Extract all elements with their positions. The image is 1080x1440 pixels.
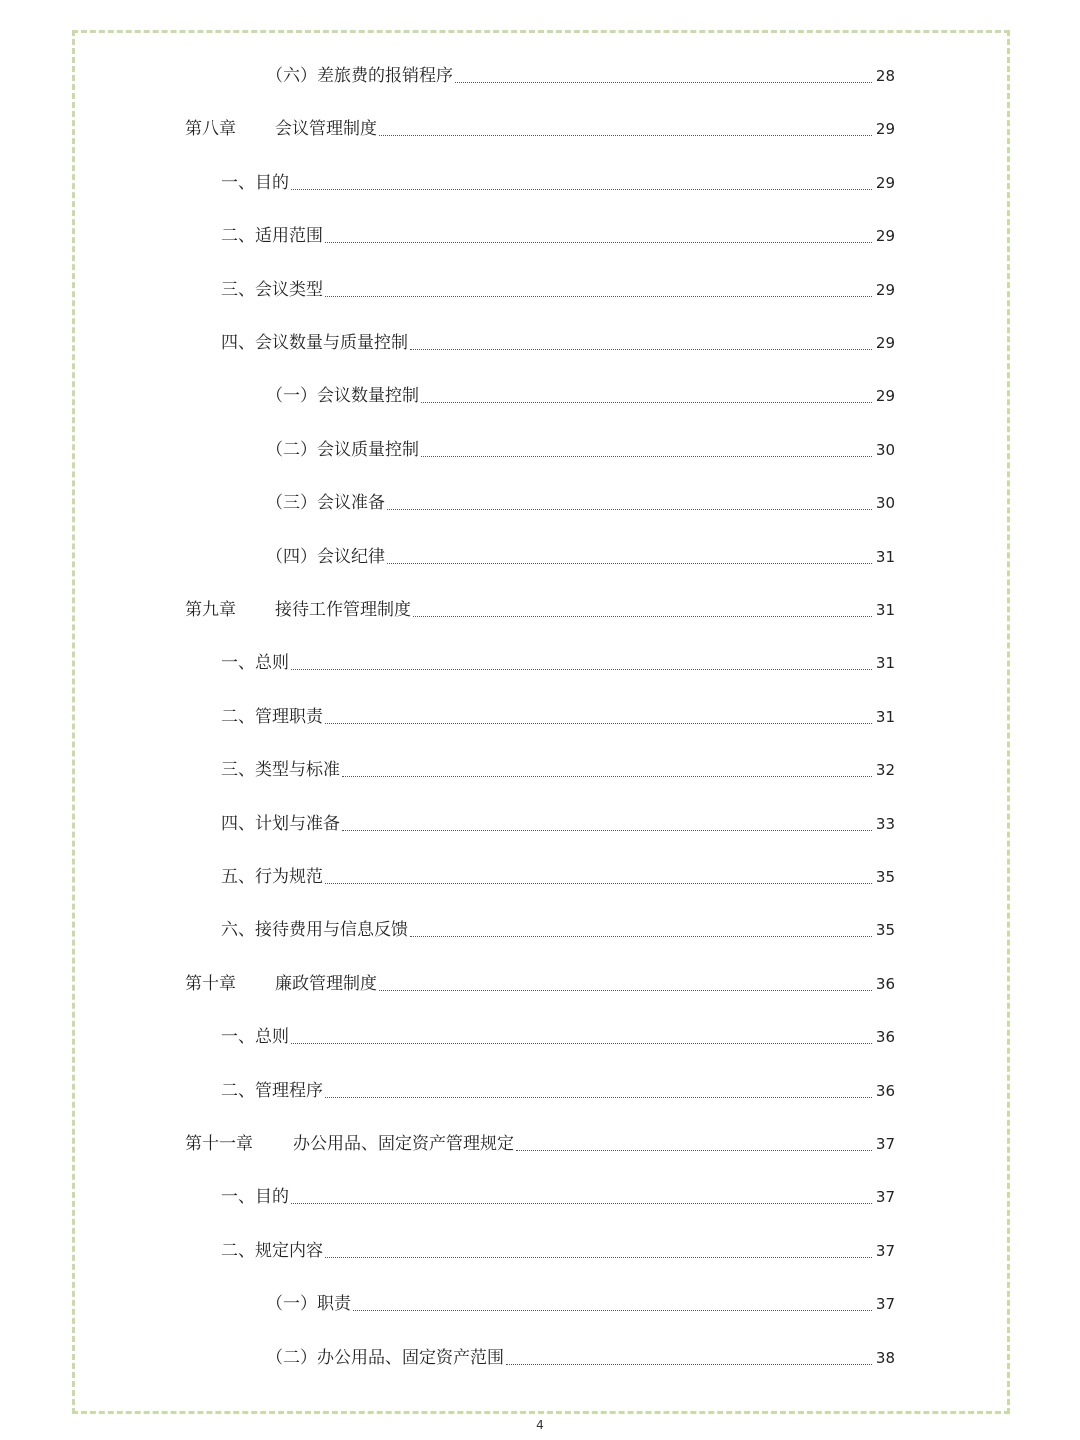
toc-page-number: 36: [875, 1028, 895, 1046]
toc-entry[interactable]: [0, 702, 895, 732]
toc-dot-leader: [516, 1149, 872, 1151]
toc-entry[interactable]: [0, 1182, 895, 1212]
toc-page-number: 29: [875, 120, 895, 138]
toc-entry-label: [266, 61, 453, 91]
toc-page-number: 37: [875, 1188, 895, 1206]
toc-entry[interactable]: [0, 168, 895, 198]
toc-page-number: 37: [875, 1135, 895, 1153]
toc-entry-label: [266, 488, 385, 518]
toc-entry-label: [221, 275, 323, 305]
toc-dot-leader: [410, 348, 872, 350]
toc-entry-label: [221, 755, 340, 785]
toc-dot-leader: [413, 615, 872, 617]
toc-entry[interactable]: [0, 275, 895, 305]
toc-dot-leader: [506, 1363, 872, 1365]
toc-entry-title: 四、计划与准备: [221, 814, 340, 834]
toc-page-number: 37: [875, 1295, 895, 1313]
toc-entry-title: （六）差旅费的报销程序: [266, 66, 453, 86]
toc-page-number: 36: [875, 975, 895, 993]
toc-page-number: 31: [875, 601, 895, 619]
toc-chapter-entry[interactable]: [0, 1129, 895, 1159]
toc-dot-leader: [387, 508, 872, 510]
toc-dot-leader: [325, 295, 872, 297]
toc-entry-label: [266, 381, 419, 411]
toc-entry[interactable]: [0, 488, 895, 518]
toc-page-number: 29: [875, 227, 895, 245]
toc-entry[interactable]: [0, 1076, 895, 1106]
toc-dot-leader: [291, 1042, 872, 1044]
toc-dot-leader: [325, 882, 872, 884]
toc-chapter-entry[interactable]: [0, 969, 895, 999]
toc-dot-leader: [379, 134, 872, 136]
toc-chapter-entry[interactable]: [0, 114, 895, 144]
toc-entry-label: [221, 1022, 289, 1052]
toc-chapter-entry[interactable]: [0, 595, 895, 625]
toc-entry-title: 廉政管理制度: [275, 974, 377, 994]
toc-entry-title: 接待工作管理制度: [275, 600, 411, 620]
toc-entry-title: 六、接待费用与信息反馈: [221, 920, 408, 940]
toc-page-number: 30: [875, 494, 895, 512]
toc-page-number: 37: [875, 1242, 895, 1260]
toc-dot-leader: [291, 1202, 872, 1204]
toc-entry[interactable]: [0, 1236, 895, 1266]
toc-dot-leader: [291, 188, 872, 190]
toc-dot-leader: [455, 81, 872, 83]
toc-entry-label: [221, 328, 408, 358]
toc-entry-label: [221, 862, 323, 892]
toc-entry[interactable]: [0, 1022, 895, 1052]
toc-chapter-number: 第十一章: [185, 1134, 253, 1154]
toc-entry[interactable]: [0, 648, 895, 678]
toc-page-number: 38: [875, 1349, 895, 1367]
toc-entry-title: 五、行为规范: [221, 867, 323, 887]
toc-entry-title: 办公用品、固定资产管理规定: [293, 1134, 514, 1154]
toc-entry[interactable]: [0, 328, 895, 358]
toc-entry[interactable]: [0, 435, 895, 465]
toc-chapter-number: 第八章: [185, 119, 236, 139]
toc-entry-label: [221, 809, 340, 839]
toc-page-number: 30: [875, 441, 895, 459]
toc-entry-label: [221, 221, 323, 251]
toc-page-number: 31: [875, 548, 895, 566]
toc-entry-title: 四、会议数量与质量控制: [221, 333, 408, 353]
toc-entry-label: [221, 648, 289, 678]
toc-chapter-number: 第九章: [185, 600, 236, 620]
toc-page-number: 29: [875, 281, 895, 299]
toc-entry[interactable]: [0, 755, 895, 785]
toc-entry-title: 二、管理职责: [221, 707, 323, 727]
toc-dot-leader: [421, 401, 872, 403]
toc-entry-label: [185, 1129, 514, 1159]
toc-entry-title: 二、规定内容: [221, 1241, 323, 1261]
toc-page-number: 33: [875, 815, 895, 833]
toc-page-number: 31: [875, 654, 895, 672]
toc-entry[interactable]: [0, 61, 895, 91]
toc-dot-leader: [379, 989, 872, 991]
toc-entry[interactable]: [0, 381, 895, 411]
toc-entry[interactable]: [0, 1289, 895, 1319]
toc-page-number: 35: [875, 868, 895, 886]
toc-entry-label: [266, 1289, 351, 1319]
toc-entry[interactable]: [0, 915, 895, 945]
toc-entry[interactable]: [0, 1343, 895, 1373]
toc-entry-title: 一、目的: [221, 173, 289, 193]
toc-entry-title: （二）会议质量控制: [266, 440, 419, 460]
toc-entry-label: [185, 969, 377, 999]
toc-dot-leader: [291, 668, 872, 670]
toc-entry-title: 三、会议类型: [221, 280, 323, 300]
toc-entry-title: （四）会议纪律: [266, 547, 385, 567]
toc-page-number: 29: [875, 174, 895, 192]
toc-page-number: 31: [875, 708, 895, 726]
toc-page-number: 35: [875, 921, 895, 939]
toc-entry-label: [266, 1343, 504, 1373]
toc-entry-title: （三）会议准备: [266, 493, 385, 513]
toc-entry-label: [266, 435, 419, 465]
toc-page-number: 32: [875, 761, 895, 779]
toc-entry-label: [221, 1236, 323, 1266]
toc-dot-leader: [410, 935, 872, 937]
toc-dot-leader: [325, 241, 872, 243]
toc-page-number: 28: [875, 67, 895, 85]
toc-entry[interactable]: [0, 862, 895, 892]
toc-entry-label: [221, 702, 323, 732]
toc-dot-leader: [325, 1096, 872, 1098]
toc-entry-title: （一）会议数量控制: [266, 386, 419, 406]
toc-dot-leader: [342, 775, 872, 777]
toc-page-number: 29: [875, 387, 895, 405]
toc-entry-title: （一）职责: [266, 1294, 351, 1314]
toc-entry-label: [221, 1076, 323, 1106]
toc-dot-leader: [421, 455, 872, 457]
toc-page-number: 36: [875, 1082, 895, 1100]
toc-chapter-number: 第十章: [185, 974, 236, 994]
toc-entry-title: 一、总则: [221, 653, 289, 673]
toc-entry-label: [221, 915, 408, 945]
toc-entry[interactable]: [0, 542, 895, 572]
toc-entry-label: [266, 542, 385, 572]
toc-entry[interactable]: [0, 809, 895, 839]
toc-entry-title: 一、总则: [221, 1027, 289, 1047]
toc-dot-leader: [325, 1256, 872, 1258]
toc-dot-leader: [353, 1309, 872, 1311]
toc-entry-label: [185, 114, 377, 144]
toc-entry-title: 会议管理制度: [275, 119, 377, 139]
toc-dot-leader: [325, 722, 872, 724]
page-number: 4: [536, 1418, 544, 1432]
toc-entry-title: 三、类型与标准: [221, 760, 340, 780]
toc-entry-title: 二、适用范围: [221, 226, 323, 246]
toc-dot-leader: [342, 829, 872, 831]
toc-entry-title: 一、目的: [221, 1187, 289, 1207]
toc-entry-label: [221, 1182, 289, 1212]
toc-entry[interactable]: [0, 221, 895, 251]
toc-entry-title: 二、管理程序: [221, 1081, 323, 1101]
toc-page-number: 29: [875, 334, 895, 352]
toc-entry-title: （二）办公用品、固定资产范围: [266, 1348, 504, 1368]
toc-dot-leader: [387, 562, 872, 564]
toc-entry-label: [185, 595, 411, 625]
toc-entry-label: [221, 168, 289, 198]
